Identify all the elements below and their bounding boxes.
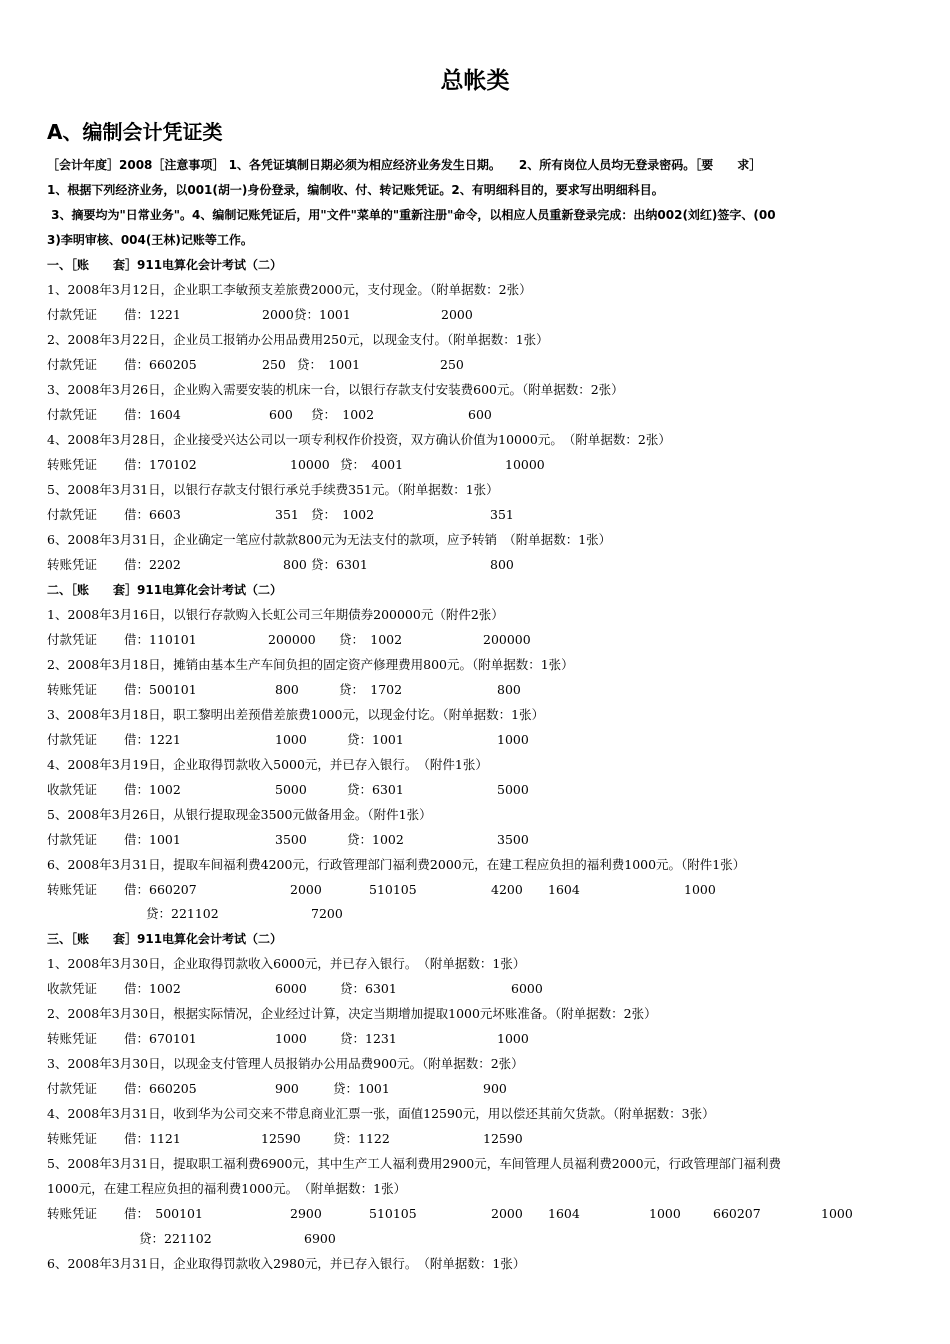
debit-amount: 5000 xyxy=(275,782,307,797)
credit-account: 贷： 1702 xyxy=(339,682,403,697)
credit-amount: 1000 xyxy=(497,732,529,747)
debit-account: 借：1221 xyxy=(124,307,181,322)
debit-amount: 6000 xyxy=(275,981,307,996)
section-heading: 一、［账 套］911电算化会计考试（二） xyxy=(47,258,283,272)
section-heading: 二、［账 套］911电算化会计考试（二） xyxy=(47,583,283,597)
credit-amount: 900 xyxy=(483,1081,507,1096)
debit-account: 借：670101 xyxy=(124,1031,197,1046)
item-description: 5、2008年3月31日，以银行存款支付银行承兑手续费351元。（附单据数：1张） xyxy=(47,482,499,497)
credit-amount: 6000 xyxy=(511,981,543,996)
item-description: 2、2008年3月30日，根据实际情况，企业经过计算，决定当期增加提取1000元坏账准备。（附单据数：2张） xyxy=(47,1006,657,1021)
debit-account: 借：1001 xyxy=(124,832,181,847)
credit-account: 贷：6301 xyxy=(347,782,404,797)
debit-amount: 800 xyxy=(283,557,307,572)
voucher-type: 收款凭证 xyxy=(47,782,98,797)
credit-account: 贷：6301 xyxy=(340,981,397,996)
debit-amount: 200000 xyxy=(268,632,316,647)
item-description: 1、2008年3月16日，以银行存款购入长虹公司三年期债券200000元（附件2张） xyxy=(47,607,504,622)
section-heading: 三、［账 套］911电算化会计考试（二） xyxy=(47,932,283,946)
item-description: 6、2008年3月31日，提取车间福利费4200元，行政管理部门福利费2000元，在建工程应负担的福利费1000元。（附件1张） xyxy=(47,857,746,872)
voucher-type: 转账凭证 xyxy=(47,1031,98,1046)
debit-amount-3: 1000 xyxy=(684,882,716,897)
credit-amount: 600 xyxy=(468,407,492,422)
debit-account-3: 1604 xyxy=(548,1206,580,1221)
item-description: 2、2008年3月22日，企业员工报销办公用品费用250元，以现金支付。（附单据数：1张） xyxy=(47,332,549,347)
credit-amount: 800 xyxy=(490,557,514,572)
credit-amount: 2000 xyxy=(441,307,473,322)
credit-account: 贷：1001 xyxy=(333,1081,390,1096)
debit-amount: 1000 xyxy=(275,1031,307,1046)
debit-amount: 2000 xyxy=(262,307,294,322)
credit-amount: 3500 xyxy=(497,832,529,847)
debit-amount: 2900 xyxy=(290,1206,322,1221)
credit-account: 贷： 1002 xyxy=(311,407,375,422)
item-description: 1、2008年3月12日，企业职工李敏预支差旅费2000元，支付现金。（附单据数：2张） xyxy=(47,282,532,297)
item-description: 6、2008年3月31日，企业取得罚款收入2980元，并已存入银行。 （附单据数：1张） xyxy=(47,1256,526,1271)
debit-account-2: 510105 xyxy=(369,882,417,897)
item-description: 4、2008年3月31日，收到华为公司交来不带息商业汇票一张，面值12590元，用以偿还其前欠货款。（附单据数：3张） xyxy=(47,1106,715,1121)
credit-account: 贷：1001 xyxy=(347,732,404,747)
item-description: 6、2008年3月31日，企业确定一笔应付款款800元为无法支付的款项，应予转销 （附单据数：1张） xyxy=(47,532,612,547)
voucher-type: 付款凭证 xyxy=(47,507,98,522)
credit-account: 贷：1002 xyxy=(347,832,404,847)
debit-amount: 3500 xyxy=(275,832,307,847)
voucher-type: 付款凭证 xyxy=(47,407,98,422)
credit-amount: 6900 xyxy=(304,1231,336,1246)
credit-amount: 800 xyxy=(497,682,521,697)
credit-amount: 5000 xyxy=(497,782,529,797)
credit-account: 贷： 1002 xyxy=(311,507,375,522)
voucher-type: 转账凭证 xyxy=(47,557,98,572)
voucher-type: 付款凭证 xyxy=(47,357,98,372)
voucher-type: 付款凭证 xyxy=(47,1081,98,1096)
credit-amount: 10000 xyxy=(505,457,545,472)
page-title: 总帐类 xyxy=(440,68,510,94)
voucher-type: 付款凭证 xyxy=(47,632,98,647)
voucher-type: 付款凭证 xyxy=(47,732,98,747)
credit-amount: 351 xyxy=(490,507,514,522)
debit-account: 借：170102 xyxy=(124,457,197,472)
debit-amount: 10000 xyxy=(290,457,330,472)
item-description: 4、2008年3月28日，企业接受兴达公司以一项专利权作价投资，双方确认价值为10000元。 （附单据数：2张） xyxy=(47,432,671,447)
debit-account-2: 510105 xyxy=(369,1206,417,1221)
debit-account: 借：6603 xyxy=(124,507,181,522)
credit-account: 贷：6301 xyxy=(311,557,368,572)
item-description: 3、2008年3月30日，以现金支付管理人员报销办公用品费900元。（附单据数：2张） xyxy=(47,1056,524,1071)
item-description: 2、2008年3月18日，摊销由基本生产车间负担的固定资产修理费用800元。（附单据数：1张） xyxy=(47,657,574,672)
voucher-type: 付款凭证 xyxy=(47,832,98,847)
debit-amount: 900 xyxy=(275,1081,299,1096)
debit-amount: 600 xyxy=(269,407,293,422)
item-description: 1、2008年3月30日，企业取得罚款收入6000元，并已存入银行。 （附单据数：1张） xyxy=(47,956,526,971)
voucher-type: 转账凭证 xyxy=(47,457,98,472)
item-description: 3、2008年3月18日，职工黎明出差预借差旅费1000元，以现金付讫。（附单据数：1张） xyxy=(47,707,545,722)
note-line: 1、根据下列经济业务，以001(胡一)身份登录，编制收、付、转记账凭证。2、有明细科目的，要求写出明细科目。 xyxy=(47,183,664,197)
credit-amount: 7200 xyxy=(311,906,343,921)
voucher-type: 转账凭证 xyxy=(47,1131,98,1146)
note-line: 3)李明审核、004(王林)记账等工作。 xyxy=(47,233,253,247)
credit-amount: 1000 xyxy=(497,1031,529,1046)
debit-account: 借：500101 xyxy=(124,682,197,697)
debit-account: 借：1121 xyxy=(124,1131,181,1146)
debit-amount: 250 xyxy=(262,357,286,372)
item-description: 5、2008年3月26日，从银行提取现金3500元做备用金。（附件1张） xyxy=(47,807,432,822)
debit-amount: 351 xyxy=(275,507,299,522)
credit-account: 贷： 1002 xyxy=(339,632,403,647)
debit-amount: 2000 xyxy=(290,882,322,897)
voucher-type: 转账凭证 xyxy=(47,882,98,897)
debit-amount: 800 xyxy=(275,682,299,697)
section-subtitle: A、编制会计凭证类 xyxy=(47,120,223,144)
debit-account: 借：110101 xyxy=(124,632,197,647)
debit-amount-4: 1000 xyxy=(821,1206,853,1221)
debit-account: 借：1002 xyxy=(124,782,181,797)
credit-amount: 200000 xyxy=(483,632,531,647)
item-description: 4、2008年3月19日，企业取得罚款收入5000元，并已存入银行。 （附件1张） xyxy=(47,757,488,772)
debit-account: 借：1002 xyxy=(124,981,181,996)
credit-amount: 250 xyxy=(440,357,464,372)
credit-amount: 12590 xyxy=(483,1131,523,1146)
debit-amount-2: 2000 xyxy=(491,1206,523,1221)
credit-account: 贷： 4001 xyxy=(340,457,404,472)
debit-account-3: 1604 xyxy=(548,882,580,897)
item-description: 3、2008年3月26日，企业购入需要安装的机床一台，以银行存款支付安装费600元。（附单据数：2张） xyxy=(47,382,624,397)
debit-account: 借：1604 xyxy=(124,407,181,422)
voucher-type: 付款凭证 xyxy=(47,307,98,322)
voucher-type: 转账凭证 xyxy=(47,1206,98,1221)
debit-account: 借：2202 xyxy=(124,557,181,572)
item-description-cont: 1000元，在建工程应负担的福利费1000元。 （附单据数：1张） xyxy=(47,1181,407,1196)
voucher-type: 收款凭证 xyxy=(47,981,98,996)
debit-account: 借：660205 xyxy=(124,357,197,372)
credit-account: 贷：1231 xyxy=(340,1031,397,1046)
debit-amount-2: 4200 xyxy=(491,882,523,897)
credit-account: 贷：1122 xyxy=(333,1131,390,1146)
debit-account: 借： 500101 xyxy=(124,1206,203,1221)
credit-account: 贷：221102 xyxy=(146,906,219,921)
debit-amount: 1000 xyxy=(275,732,307,747)
credit-account: 贷：221102 xyxy=(139,1231,212,1246)
note-line: 3、摘要均为"日常业务"。4、编制记账凭证后，用"文件"菜单的"重新注册"命令，以相应人员重新登录完成：出纳002(刘红)签字、(00 xyxy=(47,208,776,222)
credit-account: 贷： 1001 xyxy=(297,357,361,372)
debit-account: 借：1221 xyxy=(124,732,181,747)
debit-amount: 12590 xyxy=(261,1131,301,1146)
voucher-type: 转账凭证 xyxy=(47,682,98,697)
item-description: 5、2008年3月31日，提取职工福利费6900元，其中生产工人福利费用2900元，车间管理人员福利费2000元，行政管理部门福利费 xyxy=(47,1156,782,1171)
debit-account: 借：660207 xyxy=(124,882,197,897)
note-line: ［会计年度］2008［注意事项］ 1、各凭证填制日期必须为相应经济业务发生日期。 2、所有岗位人员均无登录密码。［要 求］ xyxy=(47,158,762,172)
debit-account-4: 660207 xyxy=(713,1206,761,1221)
debit-account: 借：660205 xyxy=(124,1081,197,1096)
debit-amount-3: 1000 xyxy=(649,1206,681,1221)
credit-account: 贷：1001 xyxy=(294,307,351,322)
